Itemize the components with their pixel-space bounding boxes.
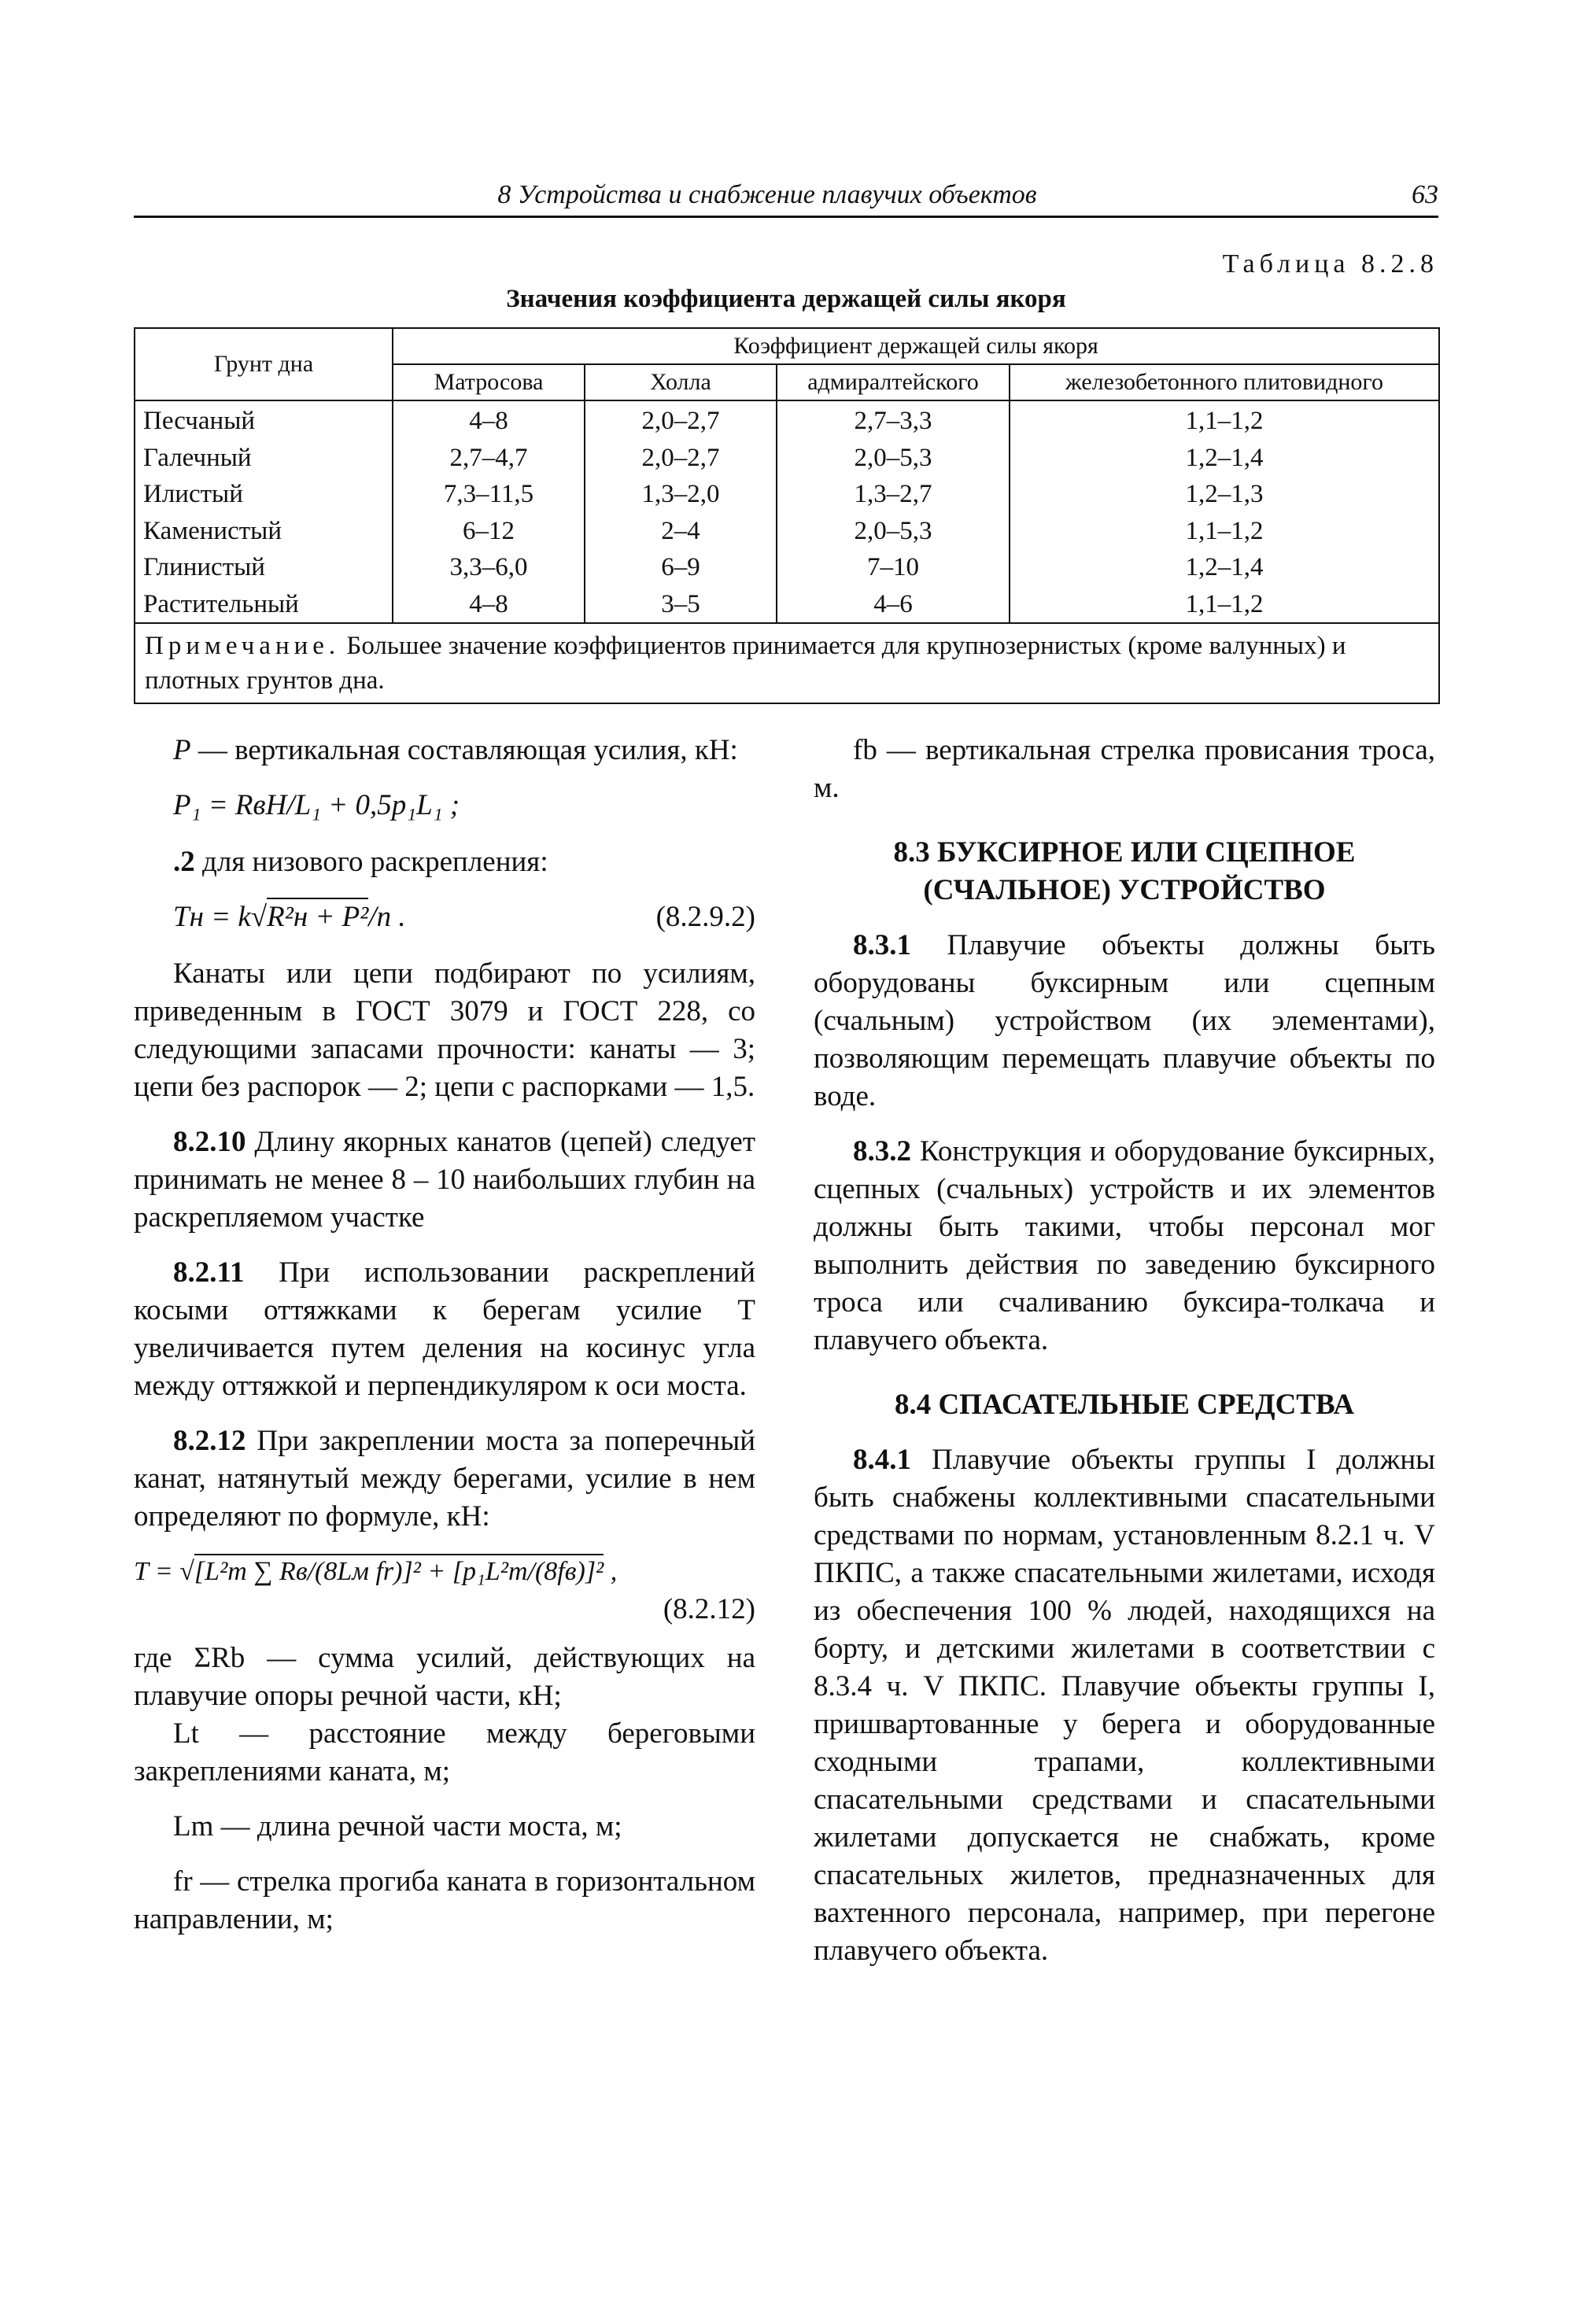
cell-hall: 2,0–2,7 (585, 440, 777, 477)
formula-8-2-12 (134, 1553, 755, 1591)
section-8-2-11 (134, 1254, 755, 1405)
section-number: 8.3.1 (853, 929, 911, 961)
cell-admiralty: 2,7–3,3 (777, 400, 1010, 440)
table-note (135, 623, 1439, 703)
header-soil: Грунт дна (135, 328, 393, 400)
cell-soil: Каменистый (135, 513, 393, 550)
cell-concrete-plate: 1,1–1,2 (1010, 400, 1439, 440)
header-rule (134, 216, 1438, 218)
formula-t-lhs: T = (134, 1557, 173, 1586)
table-caption: Значения коэффициента держащей силы якоря (506, 285, 1066, 313)
header-concrete-plate: железобетонного плитовидного (1010, 364, 1439, 400)
cell-matrosov: 2,7–4,7 (393, 440, 585, 477)
cell-matrosov: 7,3–11,5 (393, 476, 585, 513)
cell-concrete-plate: 1,1–1,2 (1010, 586, 1439, 624)
formula-number: (8.2.9.2) (655, 901, 755, 933)
cell-soil: Галечный (135, 440, 393, 477)
cell-concrete-plate: 1,1–1,2 (1010, 513, 1439, 550)
formula-number-row (134, 1591, 755, 1629)
section-text: При использовании раскреплений косыми оттяжками к берегам усилие T увеличивается путем деления на косинус угла между оттяжкой и перпендикуляром к оси моста. (134, 1256, 755, 1402)
section-text: Плавучие объекты группы I должны быть снабжены коллективными спасательными средствами по нормам, установленным 8.2.1 ч. V ПКПС, а также спасательными жилетами, исходя из обеспечения 100 % людей, находящихся на борту, и детскими жилетами в соответствии с 8.3.4 ч. V ПКПС. Плавучие объекты группы I, пришвартованные у берега и оборудованные сходными трапами, коллективными спасательными средствами и спасательными жилетами допускается не снабжать, кроме спасательных жилетов, предназначенных для вахтенного персонала, например, при перегоне плавучего объекта. (814, 1444, 1435, 1967)
running-header-title: 8 Устройства и снабжение плавучих объектов (497, 180, 1037, 209)
anchor-coefficient-table (134, 327, 1440, 704)
cell-admiralty: 7–10 (777, 549, 1010, 586)
section-number: 8.2.12 (173, 1425, 246, 1457)
header-matrosov: Матросова (393, 364, 585, 400)
p-definition-text: — вертикальная составляющая усилия, кН: (190, 734, 738, 766)
section-number: 8.3.2 (853, 1135, 911, 1168)
where-sum-rb: где ΣRb — сумма усилий, действующих на плавучие опоры речной части, кН; (134, 1642, 755, 1712)
cell-soil: Песчаный (135, 400, 393, 440)
ropes-paragraph: Канаты или цепи подбирают по усилиям, приведенным в ГОСТ 3079 и ГОСТ 228, со следующими запасами прочности: канаты — 3; цепи без распорок — 2; цепи с распорками — 1,5. (134, 957, 755, 1103)
cell-hall: 6–9 (585, 549, 777, 586)
cell-hall: 1,3–2,0 (585, 476, 777, 513)
cell-concrete-plate: 1,2–1,4 (1010, 440, 1439, 477)
item-2-number: .2 (173, 846, 195, 878)
section-8-3-2 (814, 1133, 1435, 1359)
cell-matrosov: 6–12 (393, 513, 585, 550)
page-number: 63 (1412, 180, 1438, 209)
table-row (135, 476, 1439, 513)
cell-concrete-plate: 1,2–1,4 (1010, 549, 1439, 586)
cell-admiralty: 1,3–2,7 (777, 476, 1010, 513)
section-number: 8.4.1 (853, 1444, 911, 1476)
cell-matrosov: 4–8 (393, 400, 585, 440)
header-coefficient-group: Коэффициент держащей силы якоря (393, 328, 1439, 364)
section-8-3-1 (814, 927, 1435, 1116)
item-2-text: для низового раскрепления: (194, 846, 548, 878)
cell-matrosov: 4–8 (393, 586, 585, 624)
table-row (135, 513, 1439, 550)
symbol-p: P (173, 734, 191, 766)
def-lm: Lm — длина речной части моста, м; (173, 1810, 622, 1843)
table-label: Таблица 8.2.8 (1222, 249, 1438, 279)
section-8-4-1 (814, 1441, 1435, 1970)
formula-tn: Tн = k√R²н + P²/n . (173, 898, 406, 936)
formula-tn-radicand: R²н + P² (267, 898, 368, 933)
section-text: Конструкция и оборудование буксирных, сцепных (счальных) устройств и их элементов должны быть такими, чтобы персонал мог выполнить действия по заведению буксирного троса или счаливанию буксира-толкача и плавучего объекта. (814, 1135, 1435, 1356)
header-admiralty: адмиралтейского (777, 364, 1010, 400)
section-number: 8.2.10 (173, 1126, 246, 1158)
cell-soil: Илистый (135, 476, 393, 513)
heading-8-4: 8.4 СПАСАТЕЛЬНЫЕ СРЕДСТВА (894, 1389, 1355, 1421)
item-2 (134, 843, 755, 881)
formula-tn-lhs: Tн = k (173, 901, 251, 933)
section-text: При закреплении моста за поперечный канат, натянутый между берегами, усилие в нем определяют по формуле, кН: (134, 1425, 755, 1533)
table-row (135, 549, 1439, 586)
section-8-2-12 (134, 1422, 755, 1536)
cell-concrete-plate: 1,2–1,3 (1010, 476, 1439, 513)
right-column (814, 732, 1435, 1987)
table-row (135, 586, 1439, 624)
note-label: Примечание. (145, 632, 341, 660)
section-8-2-10 (134, 1123, 755, 1237)
section-number: 8.2.11 (173, 1256, 245, 1289)
cell-soil: Растительный (135, 586, 393, 624)
formula-t: T = √[L²т ∑ Rв/(8Lм fr)]² + [p₁L²т/(8fв)]² , (134, 1553, 617, 1591)
cell-admiralty: 2,0–5,3 (777, 440, 1010, 477)
formula-p1 (134, 787, 755, 824)
def-fb: fb — вертикальная стрелка провисания троса, м. (814, 734, 1435, 804)
formula-t-tail: , (604, 1557, 618, 1586)
section-text: Плавучие объекты должны быть оборудованы буксирным или сцепным (счальным) устройством (их элементами), позволяющим перемещать плавучие объекты по воде. (814, 929, 1435, 1112)
table-row (135, 400, 1439, 440)
cell-hall: 2,0–2,7 (585, 400, 777, 440)
def-fr: fr — стрелка прогиба каната в горизонтальном направлении, м; (134, 1865, 755, 1935)
formula-p1-text: P₁ = RвH/L₁ + 0,5p₁L₁ ; (173, 789, 460, 821)
cell-matrosov: 3,3–6,0 (393, 549, 585, 586)
cell-admiralty: 2,0–5,3 (777, 513, 1010, 550)
cell-hall: 3–5 (585, 586, 777, 624)
cell-hall: 2–4 (585, 513, 777, 550)
heading-8-3: 8.3 БУКСИРНОЕ ИЛИ СЦЕПНОЕ (СЧАЛЬНОЕ) УСТРОЙСТВО (893, 836, 1356, 906)
header-hall: Холла (585, 364, 777, 400)
formula-8-2-9-2 (134, 898, 755, 936)
cell-admiralty: 4–6 (777, 586, 1010, 624)
table-row (135, 440, 1439, 477)
formula-t-radicand: [L²т ∑ Rв/(8Lм fr)]² + [p₁L²т/(8fв)]² (194, 1554, 604, 1586)
formula-tn-tail: /n . (368, 901, 406, 933)
formula-number: (8.2.12) (663, 1593, 755, 1625)
section-text: Длину якорных канатов (цепей) следует принимать не менее 8 – 10 наибольших глубин на раскрепляемом участке (134, 1126, 755, 1234)
note-text: Большее значение коэффициентов принимается для крупнозернистых (кроме валунных) и плотных грунтов дна. (145, 632, 1346, 695)
left-column (134, 732, 755, 1956)
def-lt: Lt — расстояние между береговыми закреплениями каната, м; (134, 1717, 755, 1787)
p-definition (134, 732, 755, 769)
cell-soil: Глинистый (135, 549, 393, 586)
